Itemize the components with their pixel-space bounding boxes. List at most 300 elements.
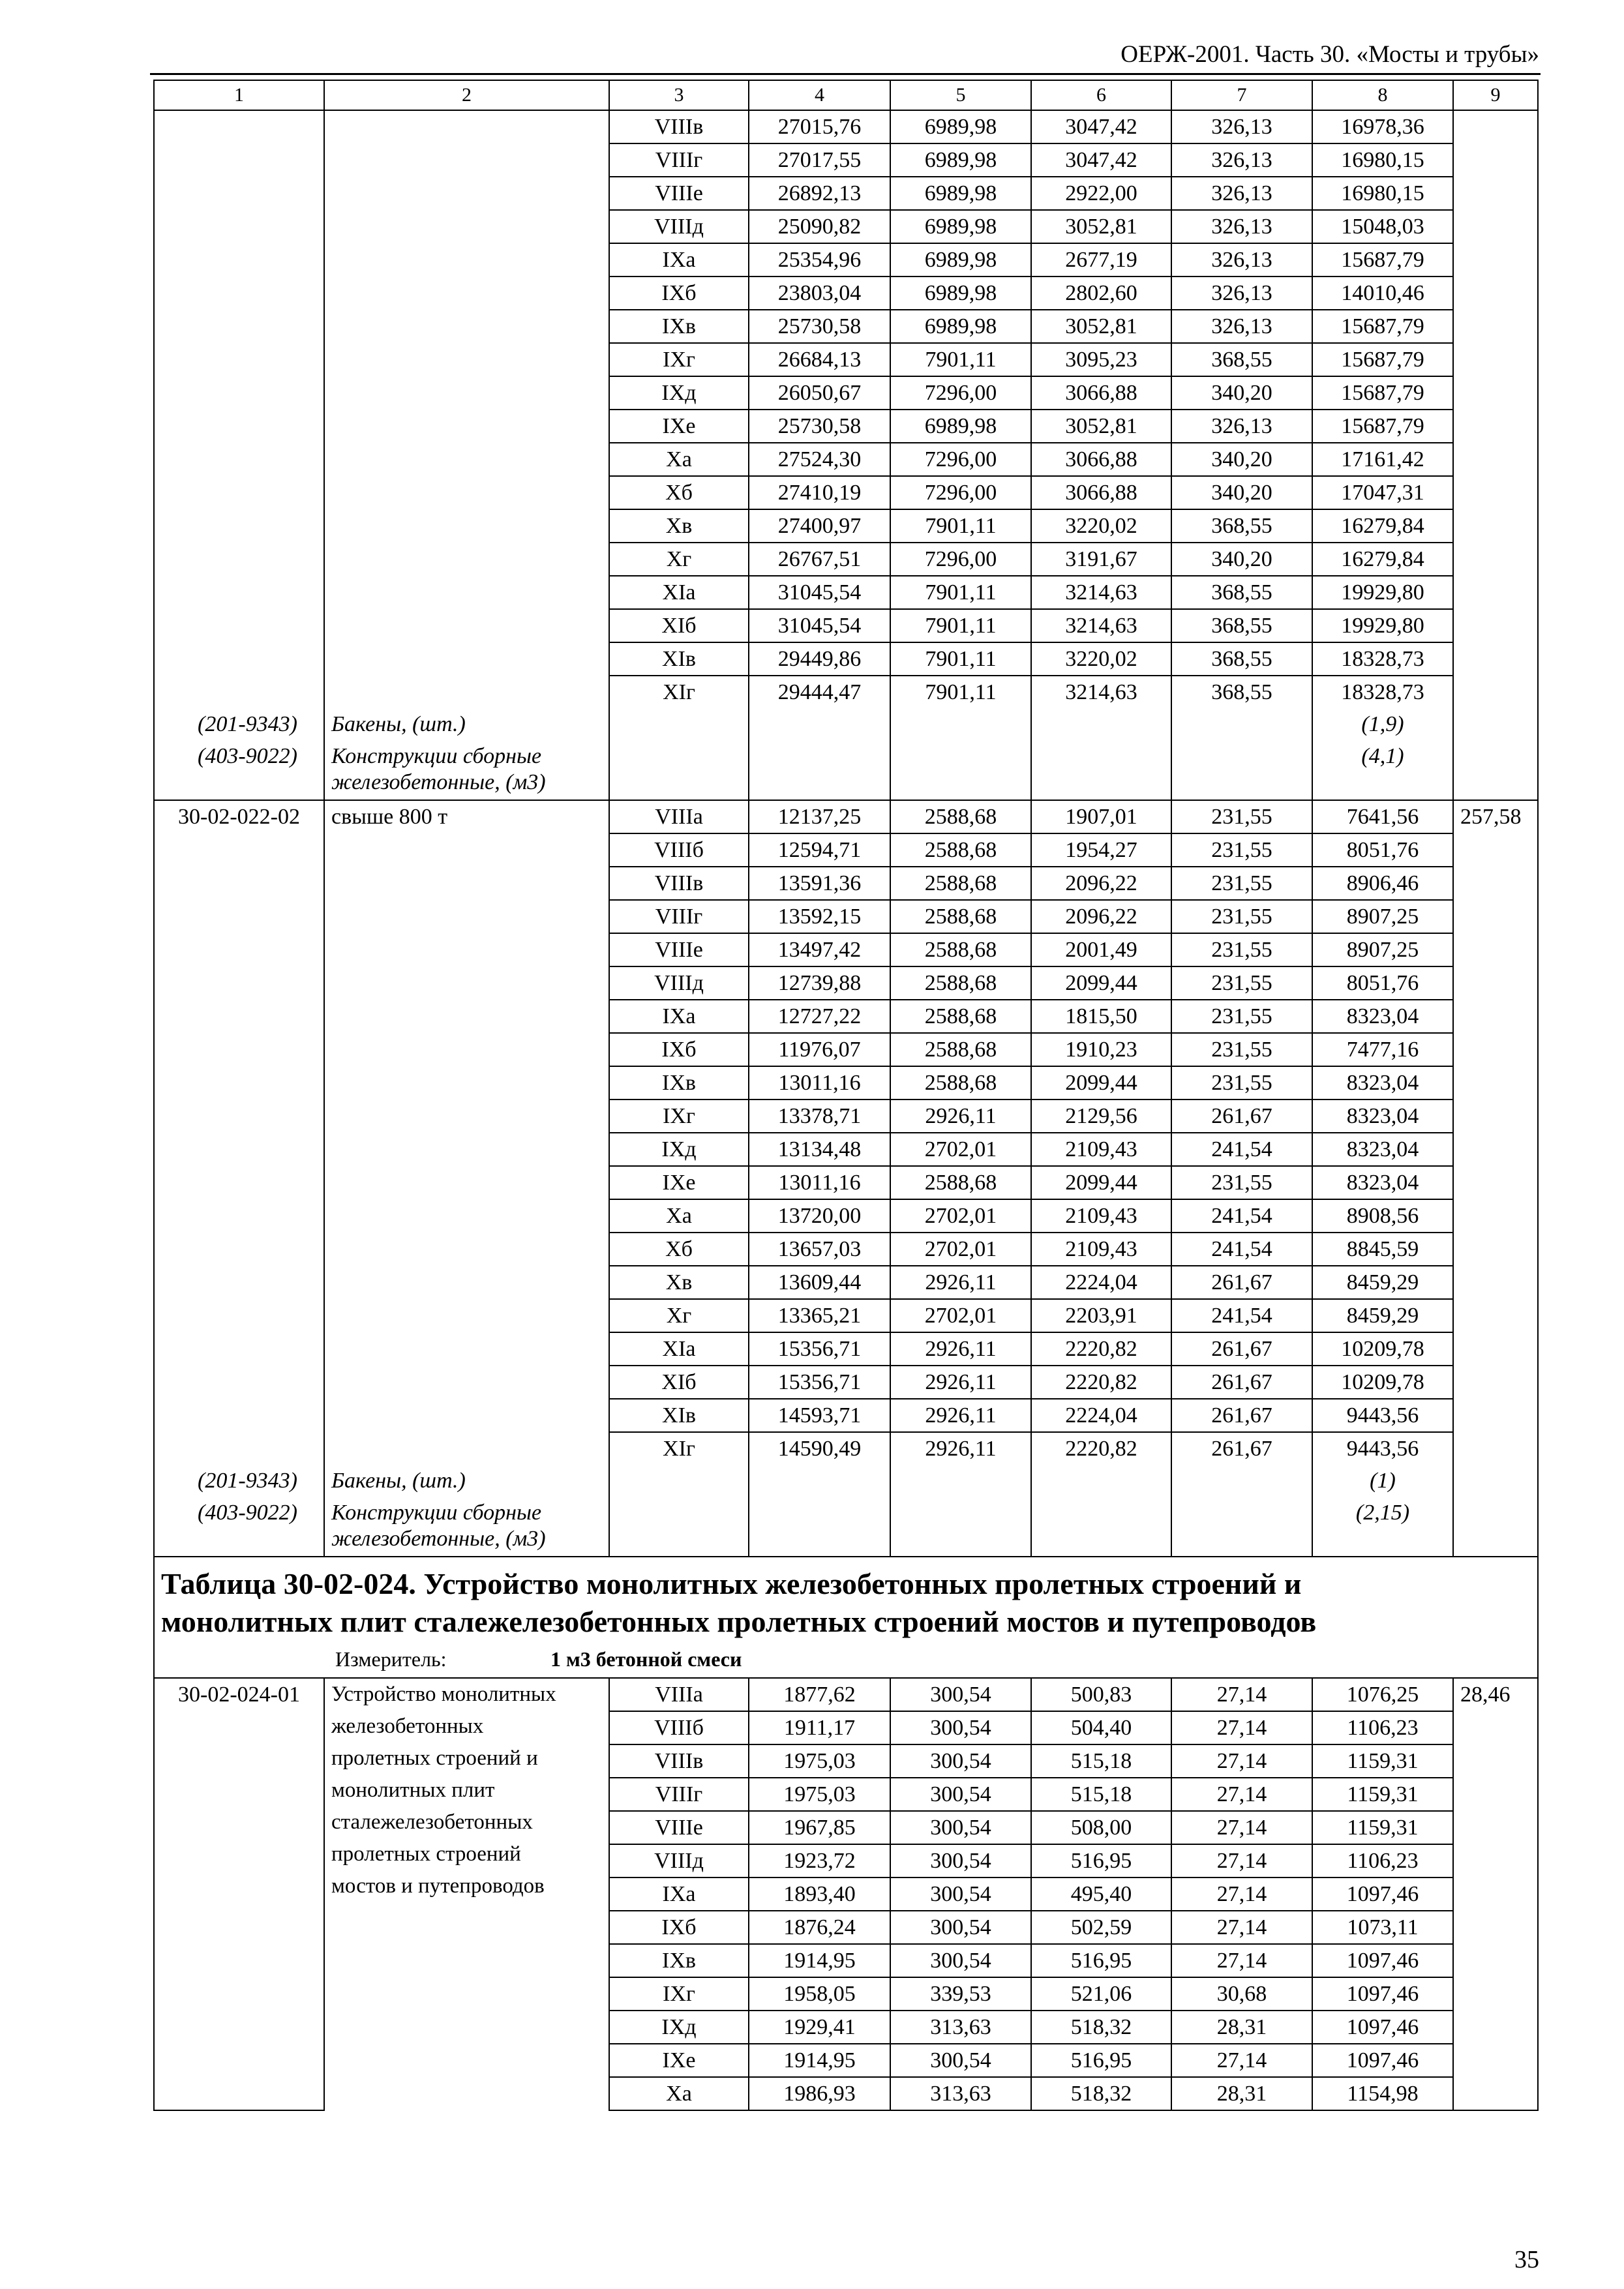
table-cell <box>154 543 324 576</box>
table-cell <box>1453 1811 1538 1844</box>
table-cell: 13365,21 <box>749 1299 890 1332</box>
zone-code: VIIIг <box>609 1778 749 1811</box>
zone-code: IXв <box>609 1066 749 1100</box>
table-cell: 27,14 <box>1171 2044 1312 2077</box>
table-cell: 1159,31 <box>1312 1744 1453 1778</box>
zone-code: VIIIа <box>609 800 749 833</box>
table-cell <box>1453 443 1538 476</box>
table-cell: 500,83 <box>1031 1678 1171 1711</box>
table-cell: 26767,51 <box>749 543 890 576</box>
table-cell: 340,20 <box>1171 543 1312 576</box>
zone-code: IXд <box>609 376 749 410</box>
table-cell <box>324 143 609 177</box>
table-row <box>154 642 1538 676</box>
table-title-line: монолитных плит сталежелезобетонных пролетных строений мостов и путепроводов <box>161 1605 1317 1638</box>
table-cell: 6989,98 <box>890 310 1031 343</box>
table-row <box>154 509 1538 543</box>
table-cell: 8908,56 <box>1312 1199 1453 1233</box>
table-cell <box>1453 177 1538 210</box>
table-cell: 6989,98 <box>890 277 1031 310</box>
table-cell <box>154 110 324 143</box>
table-row <box>154 1133 1538 1166</box>
table-cell: 231,55 <box>1171 1066 1312 1100</box>
table-cell: 368,55 <box>1171 609 1312 642</box>
table-cell: 340,20 <box>1171 443 1312 476</box>
table-cell: 300,54 <box>890 1711 1031 1744</box>
zone-code: IXг <box>609 1977 749 2011</box>
table-cell: 516,95 <box>1031 1844 1171 1878</box>
table-cell: 3214,63 <box>1031 609 1171 642</box>
table-cell: 2099,44 <box>1031 966 1171 1000</box>
table-cell: 8907,25 <box>1312 933 1453 966</box>
table-cell: 8323,04 <box>1312 1100 1453 1133</box>
table-cell: 6989,98 <box>890 177 1031 210</box>
table-cell: 3191,67 <box>1031 543 1171 576</box>
table-row <box>154 1399 1538 1432</box>
table-cell <box>154 210 324 243</box>
column-header-7: 7 <box>1171 80 1312 110</box>
table-cell <box>1453 1100 1538 1133</box>
table-cell: 261,67 <box>1171 1100 1312 1133</box>
table-cell: 17047,31 <box>1312 476 1453 509</box>
table-row <box>154 110 1538 143</box>
rate-name-line: монолитных плит <box>331 1778 495 1802</box>
zone-code: XIб <box>609 1366 749 1399</box>
table-cell <box>324 1066 609 1100</box>
table-cell: 1097,46 <box>1312 1977 1453 2011</box>
table-cell: 313,63 <box>890 2077 1031 2110</box>
table-cell: 27,14 <box>1171 1711 1312 1744</box>
table-cell <box>609 708 749 741</box>
table-cell <box>324 1233 609 1266</box>
table-cell: 15356,71 <box>749 1366 890 1399</box>
table-cell: 1159,31 <box>1312 1811 1453 1844</box>
table-cell: 6989,98 <box>890 210 1031 243</box>
table-cell: 300,54 <box>890 1678 1031 1711</box>
zone-code: IXе <box>609 410 749 443</box>
table-cell <box>154 509 324 543</box>
table-cell: 2588,68 <box>890 800 1031 833</box>
table-cell: 7901,11 <box>890 642 1031 676</box>
table-cell: 19929,80 <box>1312 609 1453 642</box>
resource-name-line: железобетонные, (м3) <box>331 1527 546 1551</box>
zone-code: XIа <box>609 576 749 609</box>
table-cell: 1097,46 <box>1312 1878 1453 1911</box>
table-row <box>154 609 1538 642</box>
table-cell: 13657,03 <box>749 1233 890 1266</box>
resource-name-line: железобетонные, (м3) <box>331 770 546 794</box>
table-cell: 2922,00 <box>1031 177 1171 210</box>
table-cell: 326,13 <box>1171 310 1312 343</box>
table-cell: 25730,58 <box>749 310 890 343</box>
table-cell <box>154 576 324 609</box>
rate-name-line: сталежелезобетонных <box>331 1810 533 1834</box>
table-cell: 26050,67 <box>749 376 890 410</box>
table-cell: 3095,23 <box>1031 343 1171 376</box>
zone-code: Xб <box>609 476 749 509</box>
table-cell: 300,54 <box>890 1744 1031 1778</box>
table-row <box>154 1432 1538 1465</box>
table-cell: 368,55 <box>1171 576 1312 609</box>
zone-code: Xг <box>609 543 749 576</box>
table-cell: 13497,42 <box>749 933 890 966</box>
table-cell: 1975,03 <box>749 1778 890 1811</box>
table-row <box>154 833 1538 867</box>
zone-code: VIIIе <box>609 933 749 966</box>
table-cell: 1958,05 <box>749 1977 890 2011</box>
table-cell: 231,55 <box>1171 1033 1312 1066</box>
column-header-1: 1 <box>154 80 324 110</box>
table-cell: 16279,84 <box>1312 509 1453 543</box>
table-cell: 23803,04 <box>749 277 890 310</box>
zone-code: IXе <box>609 2044 749 2077</box>
table-cell: 1954,27 <box>1031 833 1171 867</box>
table-cell: 27524,30 <box>749 443 890 476</box>
resource-name <box>324 1497 609 1557</box>
table-cell <box>324 277 609 310</box>
table-cell: 1975,03 <box>749 1744 890 1778</box>
table-cell: 1106,23 <box>1312 1844 1453 1878</box>
table-cell: 2588,68 <box>890 1066 1031 1100</box>
table-cell <box>1453 1911 1538 1944</box>
zone-code: IXа <box>609 1000 749 1033</box>
zone-code: IXв <box>609 1944 749 1977</box>
zone-code: VIIIв <box>609 1744 749 1778</box>
table-cell: 1815,50 <box>1031 1000 1171 1033</box>
table-cell: 2702,01 <box>890 1199 1031 1233</box>
table-cell <box>154 833 324 867</box>
table-cell: 326,13 <box>1171 210 1312 243</box>
table-cell: 27,14 <box>1171 1678 1312 1711</box>
zone-code: VIIIг <box>609 900 749 933</box>
table-cell: 28,31 <box>1171 2011 1312 2044</box>
table-cell: 3066,88 <box>1031 476 1171 509</box>
table-row <box>154 1000 1538 1033</box>
table-cell: 1923,72 <box>749 1844 890 1878</box>
table-cell: 241,54 <box>1171 1299 1312 1332</box>
table-cell <box>154 1100 324 1133</box>
table-cell <box>1453 1778 1538 1811</box>
table-row <box>154 543 1538 576</box>
table-cell <box>324 609 609 642</box>
table-cell <box>324 642 609 676</box>
table-cell <box>1171 741 1312 800</box>
table-cell <box>324 476 609 509</box>
table-row <box>154 210 1538 243</box>
table-cell: 7296,00 <box>890 476 1031 509</box>
table-cell: 1097,46 <box>1312 2011 1453 2044</box>
table-cell <box>1453 966 1538 1000</box>
table-cell <box>1453 708 1538 741</box>
table-cell: 15048,03 <box>1312 210 1453 243</box>
table-cell <box>324 543 609 576</box>
header-rule <box>150 73 1541 75</box>
table-cell: 8459,29 <box>1312 1299 1453 1332</box>
table-cell: 11976,07 <box>749 1033 890 1066</box>
table-cell <box>154 1033 324 1066</box>
table-cell: 27,14 <box>1171 1878 1312 1911</box>
table-cell: 13609,44 <box>749 1266 890 1299</box>
table-cell: 261,67 <box>1171 1366 1312 1399</box>
table-cell <box>1453 1432 1538 1465</box>
table-cell: 1910,23 <box>1031 1033 1171 1066</box>
table-cell <box>154 609 324 642</box>
table-cell: 8323,04 <box>1312 1066 1453 1100</box>
table-cell <box>154 1811 324 1844</box>
table-cell <box>1453 867 1538 900</box>
table-cell: 495,40 <box>1031 1878 1171 1911</box>
table-cell: 1877,62 <box>749 1678 890 1711</box>
table-cell: 368,55 <box>1171 642 1312 676</box>
table-cell <box>1453 1465 1538 1497</box>
zone-code: VIIIд <box>609 966 749 1000</box>
table-cell <box>1453 933 1538 966</box>
table-cell: 2588,68 <box>890 867 1031 900</box>
table-cell: 14593,71 <box>749 1399 890 1432</box>
table-cell <box>324 1100 609 1133</box>
zone-code: XIв <box>609 642 749 676</box>
zone-code: IXд <box>609 2011 749 2044</box>
table-cell: 2802,60 <box>1031 277 1171 310</box>
table-cell <box>1453 1299 1538 1332</box>
table-cell: 241,54 <box>1171 1133 1312 1166</box>
table-row <box>154 676 1538 708</box>
running-header: ОЕРЖ-2001. Часть 30. «Мосты и трубы» <box>1120 41 1539 68</box>
table-cell: 1159,31 <box>1312 1778 1453 1811</box>
table-row <box>154 343 1538 376</box>
table-cell: 18328,73 <box>1312 642 1453 676</box>
rates-table <box>153 80 1539 2111</box>
table-cell <box>1453 900 1538 933</box>
table-cell: 13591,36 <box>749 867 890 900</box>
table-cell: 2588,68 <box>890 1000 1031 1033</box>
table-cell <box>749 1497 890 1557</box>
table-cell <box>324 243 609 277</box>
table-cell <box>154 1711 324 1744</box>
table-row <box>154 900 1538 933</box>
table-cell: 3052,81 <box>1031 210 1171 243</box>
rate-code: 30-02-022-02 <box>154 800 324 833</box>
zone-code: VIIIб <box>609 1711 749 1744</box>
zone-code: XIа <box>609 1332 749 1366</box>
table-cell: 231,55 <box>1171 933 1312 966</box>
table-cell: 326,13 <box>1171 277 1312 310</box>
table-cell <box>154 1432 324 1465</box>
table-cell <box>1453 1133 1538 1166</box>
zone-code: IXа <box>609 1878 749 1911</box>
table-cell: 7641,56 <box>1312 800 1453 833</box>
table-cell <box>1453 376 1538 410</box>
column-header-6: 6 <box>1031 80 1171 110</box>
table-cell: 6989,98 <box>890 243 1031 277</box>
table-cell <box>324 1366 609 1399</box>
table-cell: 326,13 <box>1171 410 1312 443</box>
table-cell: 515,18 <box>1031 1744 1171 1778</box>
zone-code: VIIIв <box>609 110 749 143</box>
table-cell: 27015,76 <box>749 110 890 143</box>
table-cell <box>154 1366 324 1399</box>
table-cell: 2203,91 <box>1031 1299 1171 1332</box>
zone-code: IXв <box>609 310 749 343</box>
table-cell: 27410,19 <box>749 476 890 509</box>
table-cell: 26892,13 <box>749 177 890 210</box>
table-row <box>154 376 1538 410</box>
table-cell: 28,31 <box>1171 2077 1312 2110</box>
table-cell: 300,54 <box>890 1878 1031 1911</box>
table-cell: 231,55 <box>1171 1166 1312 1199</box>
column-header-4: 4 <box>749 80 890 110</box>
table-cell: 3052,81 <box>1031 310 1171 343</box>
table-cell: 518,32 <box>1031 2077 1171 2110</box>
table-row <box>154 576 1538 609</box>
table-row <box>154 966 1538 1000</box>
table-cell: 231,55 <box>1171 1000 1312 1033</box>
table-cell: 18328,73 <box>1312 676 1453 708</box>
table-cell: 2926,11 <box>890 1332 1031 1366</box>
table-row <box>154 1266 1538 1299</box>
table-cell: 12727,22 <box>749 1000 890 1033</box>
table-cell <box>1453 1366 1538 1399</box>
table-title-line: Таблица 30-02-024. Устройство монолитных железобетонных пролетных строений и <box>161 1567 1302 1600</box>
table-cell: 339,53 <box>890 1977 1031 2011</box>
table-cell <box>1453 642 1538 676</box>
table-cell: 27,14 <box>1171 1744 1312 1778</box>
resource-name <box>324 741 609 800</box>
table-row <box>154 476 1538 509</box>
column-header-9: 9 <box>1453 80 1538 110</box>
table-cell: 1106,23 <box>1312 1711 1453 1744</box>
table-cell: 25354,96 <box>749 243 890 277</box>
table-cell: 2588,68 <box>890 1166 1031 1199</box>
zone-code: VIIIа <box>609 1678 749 1711</box>
resource-name: Бакены, (шт.) <box>324 1465 609 1497</box>
table-cell <box>324 110 609 143</box>
table-cell: 25090,82 <box>749 210 890 243</box>
table-cell <box>1453 310 1538 343</box>
table-cell <box>890 1465 1031 1497</box>
table-cell: 1911,17 <box>749 1711 890 1744</box>
table-cell: 326,13 <box>1171 243 1312 277</box>
table-cell: 3066,88 <box>1031 443 1171 476</box>
table-cell: 1929,41 <box>749 2011 890 2044</box>
resource-note-row <box>154 1465 1538 1497</box>
table-cell: 2588,68 <box>890 833 1031 867</box>
table-cell: 340,20 <box>1171 476 1312 509</box>
table-cell <box>1453 2044 1538 2077</box>
table-cell <box>154 1844 324 1878</box>
table-cell: 3220,02 <box>1031 509 1171 543</box>
table-cell: 1914,95 <box>749 1944 890 1977</box>
zone-code: XIг <box>609 1432 749 1465</box>
table-cell: 2096,22 <box>1031 900 1171 933</box>
table-cell: 2096,22 <box>1031 867 1171 900</box>
table-cell: 27,14 <box>1171 1844 1312 1878</box>
resource-code: (201-9343) <box>154 1465 324 1497</box>
table-cell <box>1453 110 1538 143</box>
table-cell <box>154 900 324 933</box>
table-cell <box>154 376 324 410</box>
table-cell: 27400,97 <box>749 509 890 543</box>
table-cell <box>324 867 609 900</box>
table-cell <box>1453 277 1538 310</box>
table-cell: 2109,43 <box>1031 1133 1171 1166</box>
table-cell: 1076,25 <box>1312 1678 1453 1711</box>
table-cell <box>1453 1977 1538 2011</box>
table-cell: 508,00 <box>1031 1811 1171 1844</box>
table-cell: 13011,16 <box>749 1166 890 1199</box>
table-cell: 16279,84 <box>1312 543 1453 576</box>
table-cell: 14010,46 <box>1312 277 1453 310</box>
table-cell <box>154 966 324 1000</box>
table-cell <box>154 343 324 376</box>
zone-code: VIIIд <box>609 210 749 243</box>
table-cell: 3066,88 <box>1031 376 1171 410</box>
rate-code: 30-02-024-01 <box>154 1678 324 1711</box>
table-cell: 516,95 <box>1031 1944 1171 1977</box>
unit-value: 1 м3 бетонной смеси <box>550 1647 742 1671</box>
table-cell: 9443,56 <box>1312 1399 1453 1432</box>
table-cell: 19929,80 <box>1312 576 1453 609</box>
table-cell: 2588,68 <box>890 933 1031 966</box>
table-cell <box>1453 741 1538 800</box>
table-cell <box>154 2011 324 2044</box>
table-cell: 300,54 <box>890 1944 1031 1977</box>
table-cell: 8907,25 <box>1312 900 1453 933</box>
table-cell: 326,13 <box>1171 143 1312 177</box>
table-cell: 2220,82 <box>1031 1366 1171 1399</box>
table-cell <box>154 1199 324 1233</box>
zone-code: IXд <box>609 1133 749 1166</box>
table-cell <box>324 833 609 867</box>
table-cell: 9443,56 <box>1312 1432 1453 1465</box>
table-cell: 2129,56 <box>1031 1100 1171 1133</box>
table-cell: 2926,11 <box>890 1366 1031 1399</box>
table-row <box>154 1199 1538 1233</box>
table-cell <box>324 177 609 210</box>
table-cell: 15687,79 <box>1312 310 1453 343</box>
table-cell: 27,14 <box>1171 1944 1312 1977</box>
zone-code: Xв <box>609 1266 749 1299</box>
table-cell <box>749 741 890 800</box>
table-cell: 7477,16 <box>1312 1033 1453 1066</box>
table-cell <box>1453 1199 1538 1233</box>
table-cell: 504,40 <box>1031 1711 1171 1744</box>
table-cell: 368,55 <box>1171 676 1312 708</box>
zone-code: VIIIе <box>609 1811 749 1844</box>
table-cell: 16980,15 <box>1312 177 1453 210</box>
table-cell: 30,68 <box>1171 1977 1312 2011</box>
table-cell <box>1453 576 1538 609</box>
table-title-cell <box>154 1557 1538 1678</box>
table-cell: 13378,71 <box>749 1100 890 1133</box>
zone-code: Xб <box>609 1233 749 1266</box>
table-cell <box>609 1465 749 1497</box>
table-row <box>154 443 1538 476</box>
table-cell: 29449,86 <box>749 642 890 676</box>
table-cell <box>154 143 324 177</box>
table-cell <box>1453 676 1538 708</box>
table-cell <box>324 900 609 933</box>
column-header-3: 3 <box>609 80 749 110</box>
table-cell: 2224,04 <box>1031 1266 1171 1299</box>
zone-code: XIб <box>609 609 749 642</box>
table-cell: 1154,98 <box>1312 2077 1453 2110</box>
table-cell: 6989,98 <box>890 110 1031 143</box>
table-cell: 231,55 <box>1171 867 1312 900</box>
table-cell: 6989,98 <box>890 143 1031 177</box>
table-cell: 6989,98 <box>890 410 1031 443</box>
table-cell: 300,54 <box>890 1911 1031 1944</box>
